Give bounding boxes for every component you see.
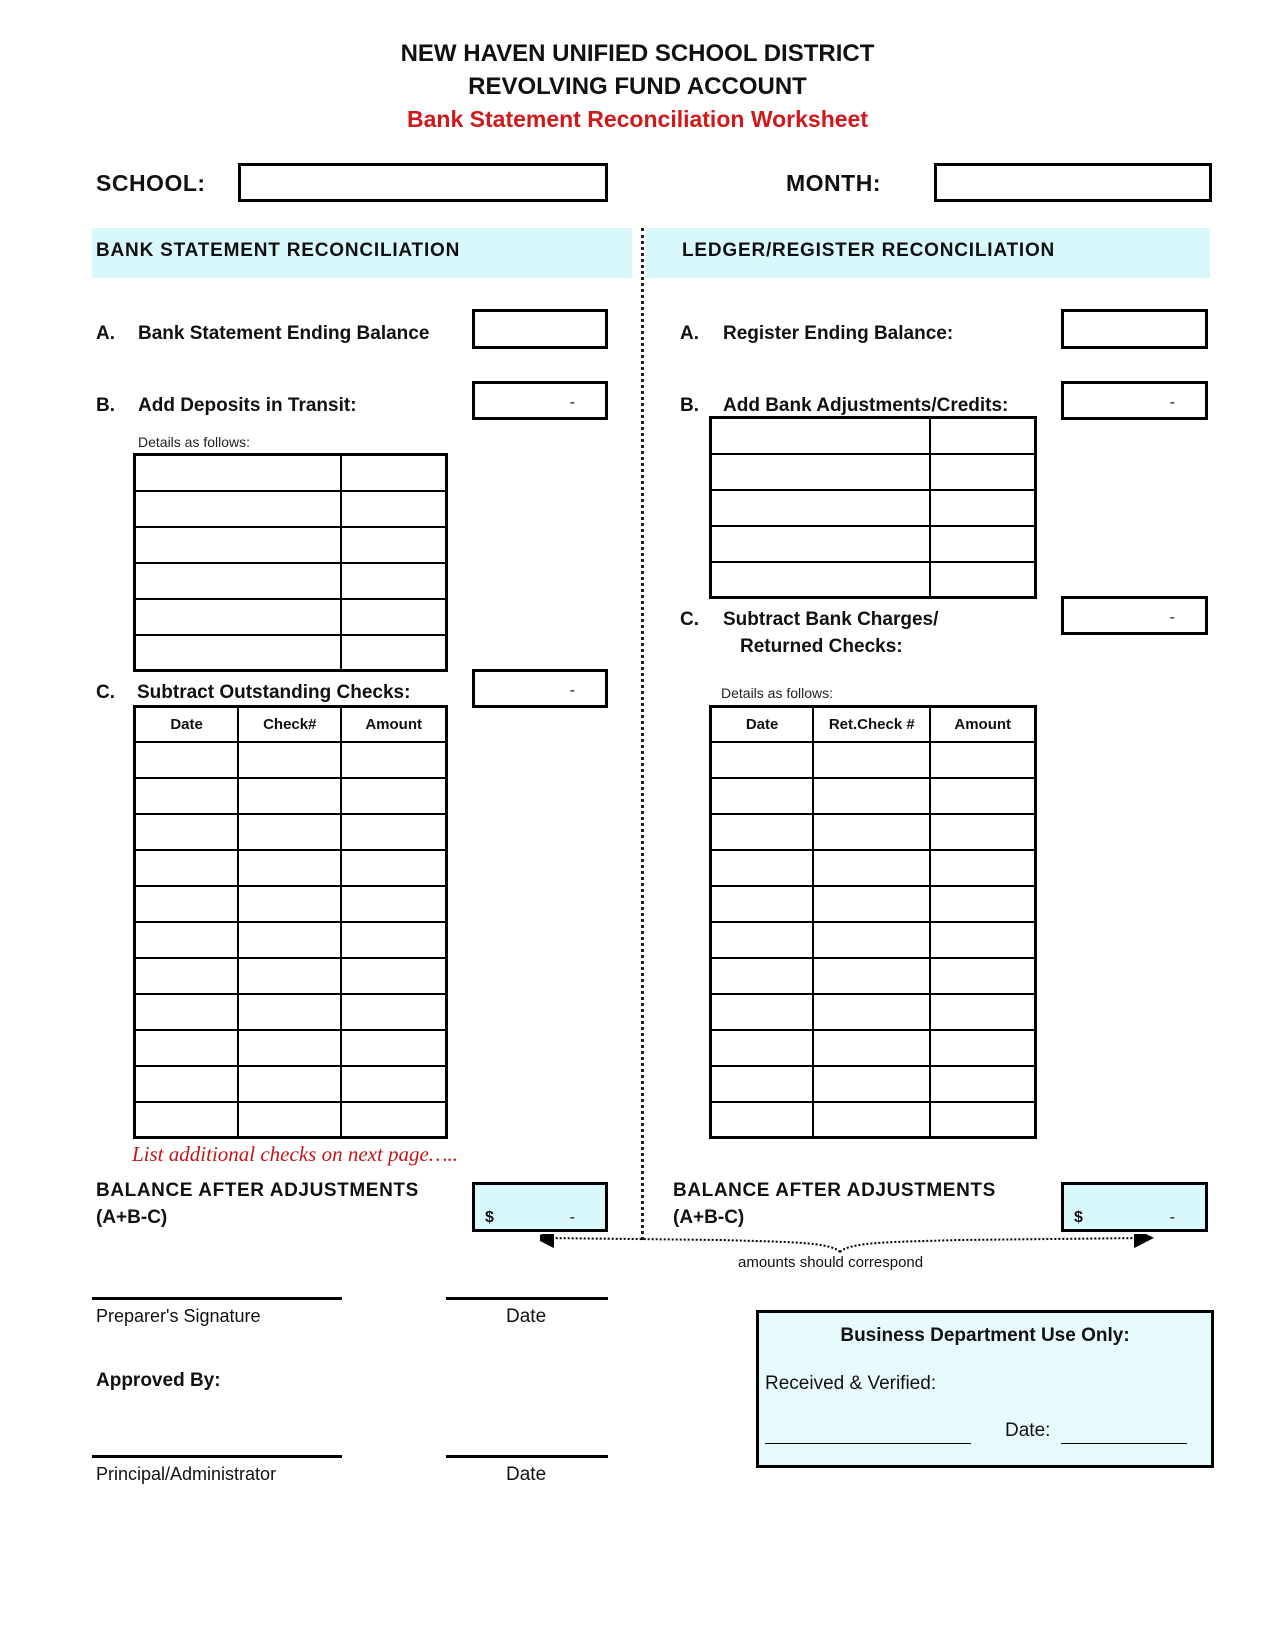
deposit-row-cell[interactable] <box>135 491 341 527</box>
school-field[interactable] <box>238 163 608 202</box>
outstanding-checks-table <box>133 705 448 1139</box>
returned-check-row-cell[interactable] <box>930 886 1035 922</box>
check-row-cell[interactable] <box>135 742 239 778</box>
adjustment-row-cell[interactable] <box>711 490 931 526</box>
adjustment-row <box>711 454 1036 490</box>
returned-check-row-cell[interactable] <box>711 778 814 814</box>
preparer-date-line[interactable] <box>446 1297 608 1300</box>
check-row-cell[interactable] <box>238 850 341 886</box>
received-verified-line[interactable] <box>765 1443 971 1444</box>
bank-section-header <box>92 228 632 278</box>
ledger-section-header <box>646 228 1210 278</box>
checks-header-date: Date <box>135 707 239 742</box>
returned-check-row <box>711 814 1036 850</box>
adjustment-row-cell[interactable] <box>711 418 931 454</box>
principal-signature-line[interactable] <box>92 1455 342 1458</box>
returned-check-row-cell[interactable] <box>813 742 930 778</box>
returned-check-row-cell[interactable] <box>930 994 1035 1030</box>
preparer-signature-label: Preparer's Signature <box>96 1306 261 1326</box>
check-row-cell[interactable] <box>341 814 446 850</box>
returned-check-row-cell[interactable] <box>813 922 930 958</box>
returned-check-row <box>711 958 1036 994</box>
deposit-row-cell[interactable] <box>341 563 447 599</box>
bank-section-title: BANK STATEMENT RECONCILIATION <box>96 240 461 261</box>
bank-a-letter: A. <box>96 323 115 344</box>
returned-check-row-cell[interactable] <box>813 958 930 994</box>
preparer-date-label: Date <box>506 1306 547 1327</box>
adjustment-row-cell[interactable] <box>930 526 1035 562</box>
check-row-cell[interactable] <box>135 1030 239 1066</box>
worksheet-title: Bank Statement Reconciliation Worksheet <box>407 106 868 132</box>
bank-adjustments-field[interactable] <box>1061 381 1208 420</box>
business-date-line[interactable] <box>1061 1443 1187 1444</box>
returned-check-row-cell[interactable] <box>813 850 930 886</box>
returned-check-row-cell[interactable] <box>813 778 930 814</box>
adjustment-row-cell[interactable] <box>711 526 931 562</box>
check-row-cell[interactable] <box>135 1102 239 1138</box>
check-row-cell[interactable] <box>135 778 239 814</box>
check-row-cell[interactable] <box>341 778 446 814</box>
returned-check-row <box>711 994 1036 1030</box>
returned-check-row <box>711 886 1036 922</box>
check-row <box>135 886 447 922</box>
deposit-row-cell[interactable] <box>135 599 341 635</box>
check-row-cell[interactable] <box>341 1102 446 1138</box>
principal-date-line[interactable] <box>446 1455 608 1458</box>
ledger-balance-currency: $ <box>1074 1209 1083 1226</box>
check-row-cell[interactable] <box>341 922 446 958</box>
bank-a-label: Bank Statement Ending Balance <box>138 323 430 344</box>
deposits-in-transit-value: - <box>569 394 575 411</box>
business-department-box <box>756 1310 1214 1468</box>
returned-check-row <box>711 1102 1036 1138</box>
deposit-row-cell[interactable] <box>341 527 447 563</box>
bank-charges-field[interactable] <box>1061 596 1208 635</box>
check-row-cell[interactable] <box>341 994 446 1030</box>
returned-check-row-cell[interactable] <box>711 1102 814 1138</box>
returned-check-row-cell[interactable] <box>930 1102 1035 1138</box>
district-title: NEW HAVEN UNIFIED SCHOOL DISTRICT <box>400 40 875 67</box>
check-row-cell[interactable] <box>135 814 239 850</box>
bank-balance-formula: (A+B-C) <box>96 1207 168 1228</box>
returned-check-row-cell[interactable] <box>711 850 814 886</box>
deposit-row <box>135 527 447 563</box>
check-row-cell[interactable] <box>341 1066 446 1102</box>
deposit-row-cell[interactable] <box>135 563 341 599</box>
ledger-balance-value: - <box>1169 1209 1175 1226</box>
returned-check-row <box>711 850 1036 886</box>
principal-date-label: Date <box>506 1464 547 1485</box>
preparer-signature-line[interactable] <box>92 1297 342 1300</box>
returned-check-row-cell[interactable] <box>711 1066 814 1102</box>
returned-check-row-cell[interactable] <box>711 1030 814 1066</box>
check-row-cell[interactable] <box>341 958 446 994</box>
bank-details-label: Details as follows: <box>138 434 251 450</box>
checks-header-amount: Amount <box>341 707 446 742</box>
returned-check-row-cell[interactable] <box>813 1102 930 1138</box>
check-row-cell[interactable] <box>238 1030 341 1066</box>
check-row-cell[interactable] <box>135 994 239 1030</box>
returned-check-row <box>711 922 1036 958</box>
returned-header-check-number: Ret.Check # <box>813 707 930 742</box>
month-label: MONTH: <box>786 170 881 196</box>
returned-header-amount: Amount <box>930 707 1035 742</box>
school-label: SCHOOL: <box>96 170 206 196</box>
check-row <box>135 922 447 958</box>
business-title: Business Department Use Only: <box>840 1325 1130 1346</box>
deposit-row <box>135 455 447 491</box>
deposit-row-cell[interactable] <box>341 635 447 671</box>
returned-check-row-cell[interactable] <box>930 778 1035 814</box>
ledger-b-label: Add Bank Adjustments/Credits: <box>723 395 1009 416</box>
check-row <box>135 1066 447 1102</box>
bank-c-label: Subtract Outstanding Checks: <box>137 682 411 703</box>
ledger-c-letter: C. <box>680 609 699 630</box>
bank-b-letter: B. <box>96 395 115 416</box>
deposits-in-transit-field[interactable] <box>472 381 608 420</box>
ledger-balance-field[interactable] <box>1061 1182 1208 1232</box>
deposit-row-cell[interactable] <box>135 455 341 491</box>
check-row <box>135 778 447 814</box>
adjustment-row-cell[interactable] <box>711 562 931 598</box>
adjustment-row-cell[interactable] <box>930 562 1035 598</box>
ledger-balance-label: BALANCE AFTER ADJUSTMENTS <box>673 1180 996 1201</box>
bank-balance-field[interactable] <box>472 1182 608 1232</box>
adjustment-row-cell[interactable] <box>930 490 1035 526</box>
returned-check-row-cell[interactable] <box>930 1030 1035 1066</box>
check-row <box>135 814 447 850</box>
check-row-cell[interactable] <box>341 742 446 778</box>
returned-check-row-cell[interactable] <box>813 1066 930 1102</box>
deposit-row <box>135 599 447 635</box>
adjustment-row <box>711 490 1036 526</box>
check-row-cell[interactable] <box>238 1066 341 1102</box>
check-row-cell[interactable] <box>238 1102 341 1138</box>
check-row-cell[interactable] <box>135 958 239 994</box>
outstanding-checks-value: - <box>569 682 575 699</box>
check-row-cell[interactable] <box>341 850 446 886</box>
ledger-details-label: Details as follows: <box>721 685 834 701</box>
deposit-row-cell[interactable] <box>341 599 447 635</box>
check-row-cell[interactable] <box>341 886 446 922</box>
returned-check-row <box>711 742 1036 778</box>
check-row <box>135 958 447 994</box>
check-row-cell[interactable] <box>238 958 341 994</box>
check-row-cell[interactable] <box>238 886 341 922</box>
check-row-cell[interactable] <box>238 994 341 1030</box>
ledger-a-letter: A. <box>680 323 699 344</box>
deposit-row-cell[interactable] <box>135 527 341 563</box>
check-row <box>135 994 447 1030</box>
deposits-details-table <box>133 453 448 672</box>
column-divider <box>641 228 644 1240</box>
returned-check-row-cell[interactable] <box>930 958 1035 994</box>
bank-charges-value: - <box>1169 609 1175 626</box>
check-row-cell[interactable] <box>135 922 239 958</box>
bank-adjustments-value: - <box>1169 394 1175 411</box>
deposit-row-cell[interactable] <box>135 635 341 671</box>
account-title: REVOLVING FUND ACCOUNT <box>468 73 807 100</box>
returned-check-row-cell[interactable] <box>711 742 814 778</box>
adjustment-row <box>711 526 1036 562</box>
returned-check-row <box>711 1066 1036 1102</box>
correspond-note: amounts should correspond <box>738 1254 924 1271</box>
returned-check-row-cell[interactable] <box>711 994 814 1030</box>
ledger-c-label-cont: Returned Checks: <box>740 636 903 657</box>
returned-check-row-cell[interactable] <box>813 886 930 922</box>
adjustment-row-cell[interactable] <box>930 454 1035 490</box>
adjustment-row <box>711 418 1036 454</box>
bank-ending-balance-field[interactable] <box>472 309 608 349</box>
check-row-cell[interactable] <box>238 778 341 814</box>
deposit-row <box>135 635 447 671</box>
returned-check-row-cell[interactable] <box>711 958 814 994</box>
bank-b-label: Add Deposits in Transit: <box>138 395 357 416</box>
returned-check-row <box>711 1030 1036 1066</box>
adjustment-row-cell[interactable] <box>930 418 1035 454</box>
returned-check-row-cell[interactable] <box>711 922 814 958</box>
ledger-balance-formula: (A+B-C) <box>673 1207 745 1228</box>
deposit-row-cell[interactable] <box>341 455 447 491</box>
ledger-section-title: LEDGER/REGISTER RECONCILIATION <box>682 240 1056 261</box>
checks-header-check-number: Check# <box>238 707 341 742</box>
ledger-a-label: Register Ending Balance: <box>723 323 954 344</box>
adjustment-row-cell[interactable] <box>711 454 931 490</box>
bank-balance-value: - <box>569 1209 575 1226</box>
returned-check-row-cell[interactable] <box>813 994 930 1030</box>
outstanding-checks-field[interactable] <box>472 669 608 708</box>
ledger-b-letter: B. <box>680 395 699 416</box>
adjustment-row <box>711 562 1036 598</box>
returned-check-row-cell[interactable] <box>711 814 814 850</box>
check-row-cell[interactable] <box>238 814 341 850</box>
deposit-row-cell[interactable] <box>341 491 447 527</box>
principal-signature-label: Principal/Administrator <box>96 1464 277 1484</box>
adjustments-details-table <box>709 416 1037 599</box>
check-row-cell[interactable] <box>135 850 239 886</box>
returned-check-row-cell[interactable] <box>930 1066 1035 1102</box>
deposit-row <box>135 563 447 599</box>
returned-header-date: Date <box>711 707 814 742</box>
returned-check-row-cell[interactable] <box>711 886 814 922</box>
returned-check-row <box>711 778 1036 814</box>
bank-c-letter: C. <box>96 682 115 703</box>
bank-balance-currency: $ <box>485 1209 494 1226</box>
ledger-c-label: Subtract Bank Charges/ <box>723 609 939 630</box>
business-date-label: Date: <box>1005 1420 1051 1441</box>
approved-by-label: Approved By: <box>96 1370 221 1391</box>
check-row <box>135 1030 447 1066</box>
returned-check-row-cell[interactable] <box>930 850 1035 886</box>
month-field[interactable] <box>934 163 1212 202</box>
bank-balance-label: BALANCE AFTER ADJUSTMENTS <box>96 1180 419 1201</box>
check-row <box>135 850 447 886</box>
register-ending-balance-field[interactable] <box>1061 309 1208 349</box>
check-row-cell[interactable] <box>341 1030 446 1066</box>
returned-checks-table <box>709 705 1037 1139</box>
check-row <box>135 1102 447 1138</box>
check-row-cell[interactable] <box>135 1066 239 1102</box>
returned-check-row-cell[interactable] <box>813 814 930 850</box>
check-row-cell[interactable] <box>238 742 341 778</box>
returned-check-row-cell[interactable] <box>930 742 1035 778</box>
returned-check-row-cell[interactable] <box>930 922 1035 958</box>
received-verified-label: Received & Verified: <box>765 1373 937 1394</box>
deposit-row <box>135 491 447 527</box>
check-row <box>135 742 447 778</box>
check-row-cell[interactable] <box>238 922 341 958</box>
returned-check-row-cell[interactable] <box>930 814 1035 850</box>
additional-checks-note: List additional checks on next page….. <box>132 1142 459 1166</box>
returned-check-row-cell[interactable] <box>813 1030 930 1066</box>
check-row-cell[interactable] <box>135 886 239 922</box>
